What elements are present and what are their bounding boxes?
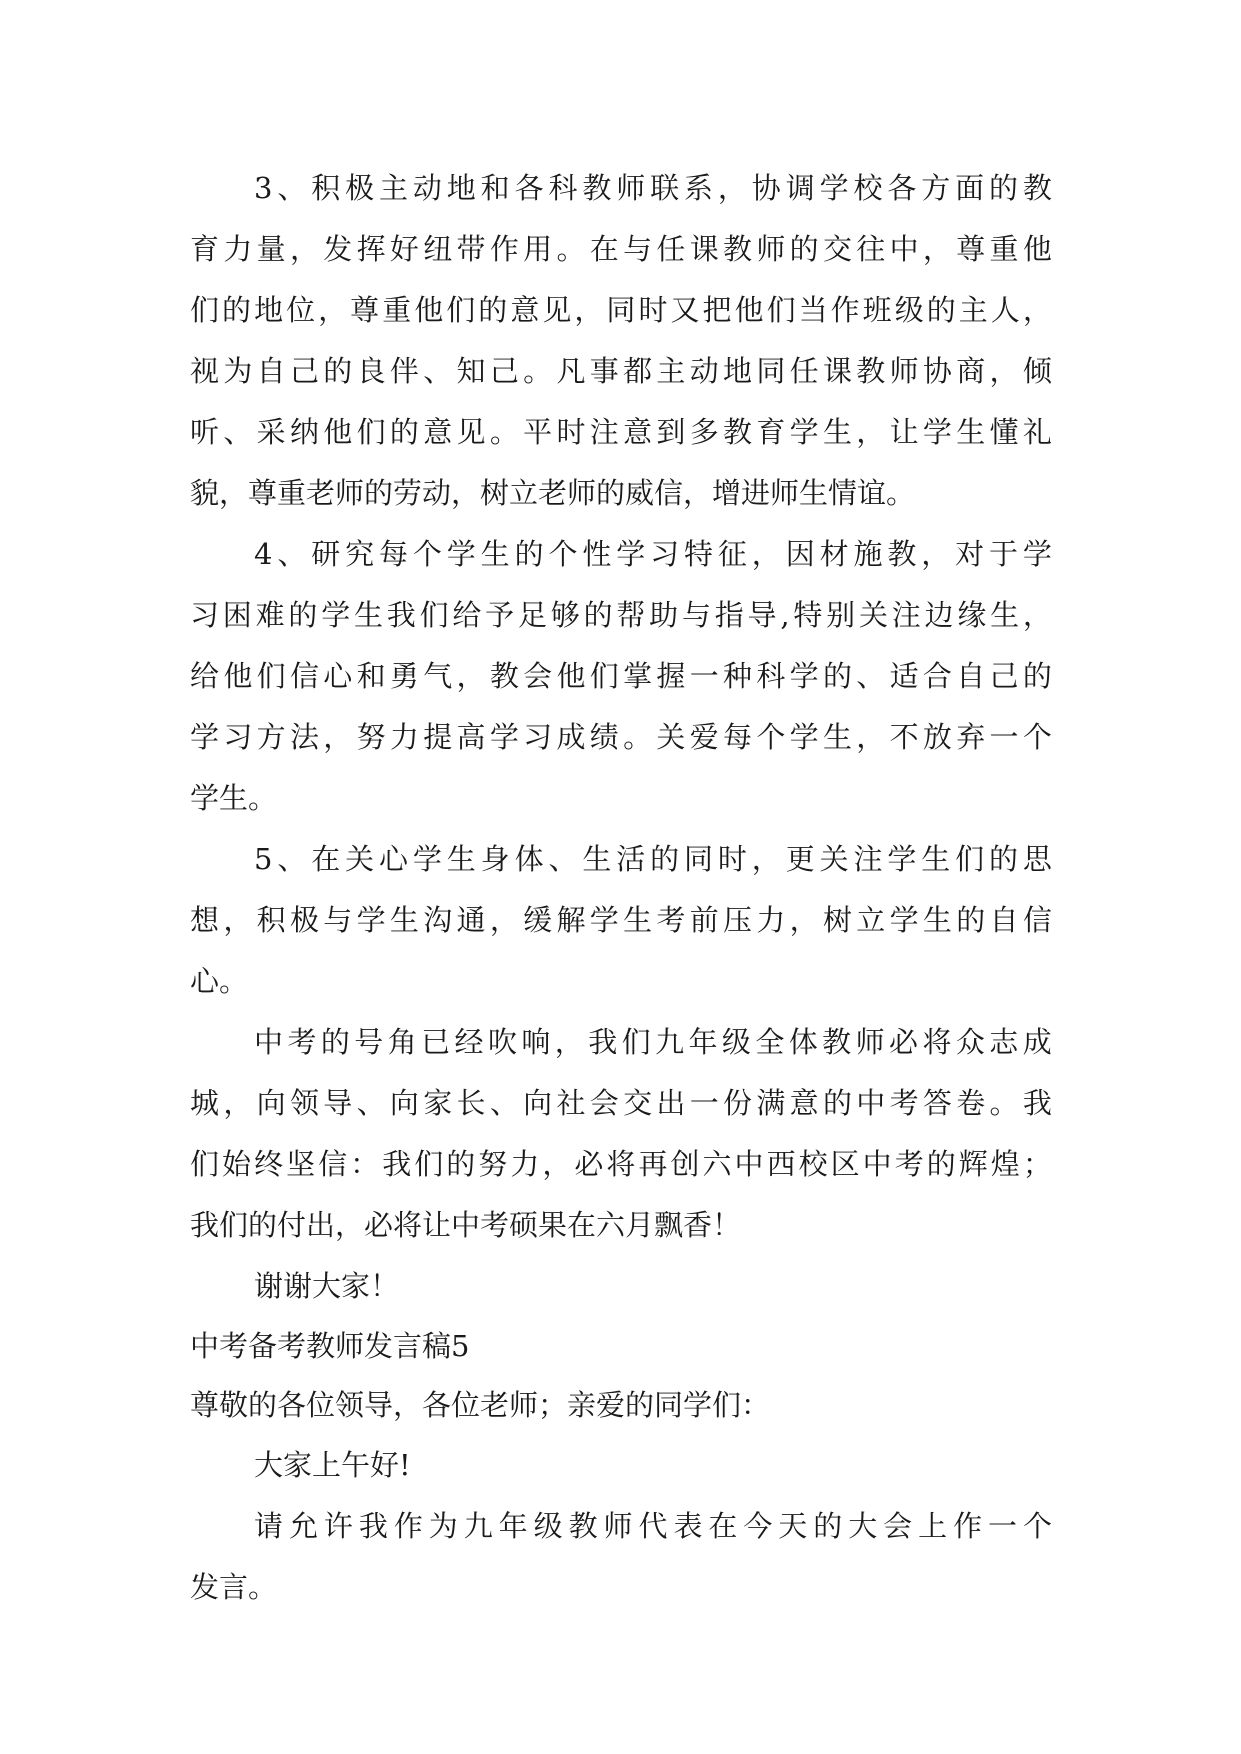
intro-line-2: 发言。 xyxy=(190,1570,278,1604)
greeting: 大家上午好! xyxy=(254,1448,411,1482)
document-page xyxy=(190,158,1052,1618)
paragraph-3-line-2: 育 力 量 ， 发 挥 好 纽 带 作 用 。 在 与 任 课 教 师 的 交 往 中 ， 尊 重 他 xyxy=(190,232,1052,266)
paragraph-3-line-3: 们 的 地 位 ， 尊 重 他 们 的 意 见 ， 同 时 又 把 他 们 当 作 班 级 的 主 人 ， xyxy=(190,293,1052,327)
thanks-line: 谢谢大家！ xyxy=(254,1269,400,1303)
paragraph-4-line-1: 4 、 研 究 每 个 学 生 的 个 性 学 习 特 征 ， 因 材 施 教 ， 对 于 学 xyxy=(254,537,1052,571)
paragraph-4-line-3: 给 他 们 信 心 和 勇 气 ， 教 会 他 们 掌 握 一 种 科 学 的 、 适 合 自 己 的 xyxy=(190,659,1052,693)
paragraph-4-line-5: 学生。 xyxy=(190,781,278,815)
paragraph-3-line-1: 3 、 积 极 主 动 地 和 各 科 教 师 联 系 ， 协 调 学 校 各 方 面 的 教 xyxy=(254,171,1052,205)
intro-line-1: 请 允 许 我 作 为 九 年 级 教 师 代 表 在 今 天 的 大 会 上 作 一 个 xyxy=(254,1509,1052,1543)
closing-paragraph-line-2: 城 ， 向 领 导 、 向 家 长 、 向 社 会 交 出 一 份 满 意 的 中 考 答 卷 。 我 xyxy=(190,1086,1052,1120)
closing-paragraph-line-4: 我们的付出，必将让中考硕果在六月飘香！ xyxy=(190,1208,742,1242)
salutation: 尊敬的各位领导，各位老师；亲爱的同学们： xyxy=(190,1388,771,1422)
paragraph-5-line-3: 心。 xyxy=(190,964,249,998)
paragraph-3-line-5: 听 、 采 纳 他 们 的 意 见 。 平 时 注 意 到 多 教 育 学 生 ， 让 学 生 懂 礼 xyxy=(190,415,1052,449)
paragraph-4-line-2: 习 困 难 的 学 生 我 们 给 予 足 够 的 帮 助 与 指 导 , 特 别 关 注 边 缘 生 ， xyxy=(190,598,1052,632)
closing-paragraph-line-1: 中 考 的 号 角 已 经 吹 响 ， 我 们 九 年 级 全 体 教 师 必 将 众 志 成 xyxy=(254,1025,1052,1059)
closing-paragraph-line-3: 们 始 终 坚 信 ： 我 们 的 努 力 ， 必 将 再 创 六 中 西 校 区 中 考 的 辉 煌 ； xyxy=(190,1147,1052,1181)
paragraph-4-line-4: 学 习 方 法 ， 努 力 提 高 学 习 成 绩 。 关 爱 每 个 学 生 ， 不 放 弃 一 个 xyxy=(190,720,1052,754)
paragraph-3-line-4: 视 为 自 己 的 良 伴 、 知 己 。 凡 事 都 主 动 地 同 任 课 教 师 协 商 ， 倾 xyxy=(190,354,1052,388)
section-title: 中考备考教师发言稿5 xyxy=(190,1329,470,1363)
paragraph-5-line-1: 5 、 在 关 心 学 生 身 体 、 生 活 的 同 时 ， 更 关 注 学 生 们 的 思 xyxy=(254,842,1052,876)
paragraph-5-line-2: 想 ， 积 极 与 学 生 沟 通 ， 缓 解 学 生 考 前 压 力 ， 树 立 学 生 的 自 信 xyxy=(190,903,1052,937)
paragraph-3-line-6: 貌，尊重老师的劳动，树立老师的威信，增进师生情谊。 xyxy=(190,476,916,510)
